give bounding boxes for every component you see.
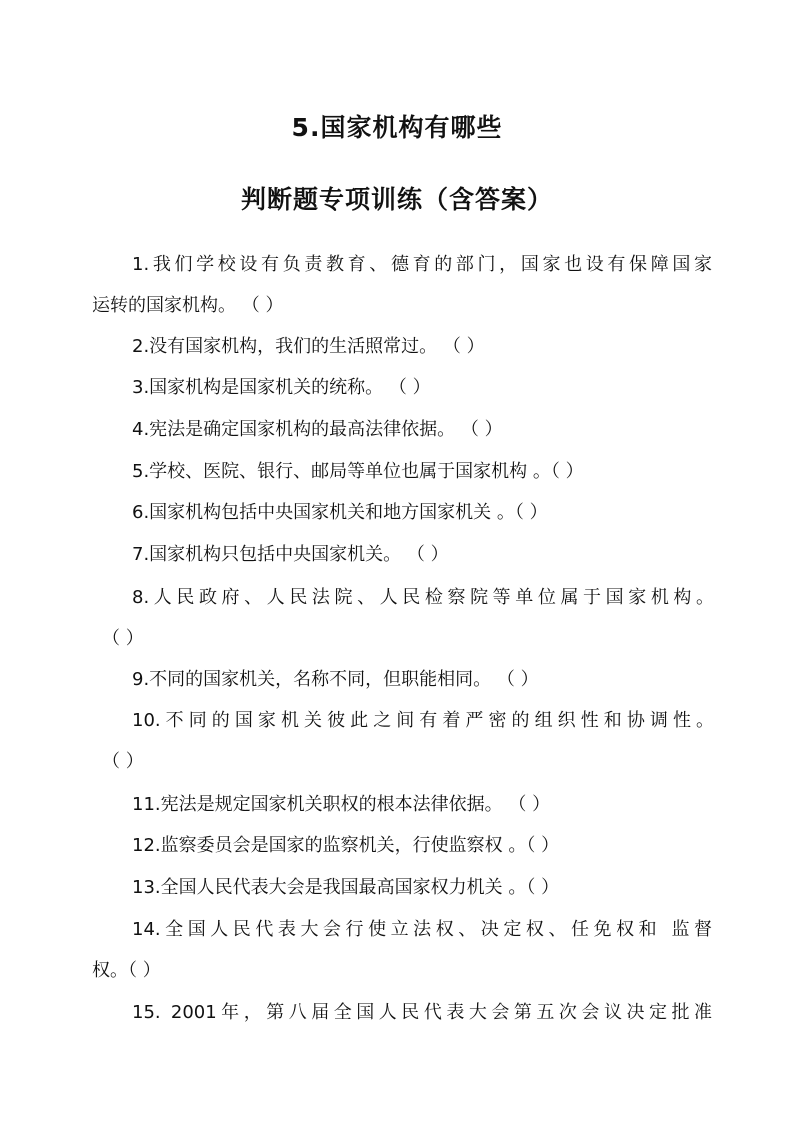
question-5 xyxy=(92,451,712,492)
question-15-line-1: 15. 2001年，第八届全国人民代表大会第五次会议决定批准 xyxy=(132,1002,712,1023)
question-3-line-1: 3.国家机构是国家机关的统称。 （ ） xyxy=(132,377,431,398)
question-13-line-1: 13.全国人民代表大会是我国最高国家权力机关 。（ ） xyxy=(132,877,560,898)
question-12-line-1: 12.监察委员会是国家的监察机关，行使监察权 。（ ） xyxy=(132,835,560,856)
question-11-line-1: 11.宪法是规定国家机关职权的根本法律依据。 （ ） xyxy=(132,794,551,815)
question-14-line-1: 14.全国人民代表大会行使立法权、决定权、任免权和 监督 xyxy=(132,919,712,940)
question-10-line-2: （ ） xyxy=(102,751,144,772)
question-1 xyxy=(92,244,712,326)
question-10 xyxy=(92,700,714,782)
question-6 xyxy=(92,492,712,533)
question-2 xyxy=(92,326,712,367)
question-3 xyxy=(92,367,712,408)
question-5-line-1: 5.学校、医院、银行、邮局等单位也属于国家机构 。（ ） xyxy=(132,461,584,482)
question-4 xyxy=(92,409,712,450)
question-1-line-1: 1.我们学校设有负责教育、德育的部门，国家也设有保障国家 xyxy=(132,254,712,275)
question-9-line-1: 9.不同的国家机关，名称不同，但职能相同。 （ ） xyxy=(132,669,539,690)
document-subtitle: 判断题专项训练（含答案） xyxy=(240,185,553,214)
question-8-line-2: （ ） xyxy=(102,628,144,649)
question-10-line-1: 10.不同的国家机关彼此之间有着严密的组织性和协调性。 xyxy=(132,710,714,731)
question-7-line-1: 7.国家机构只包括中央国家机关。 （ ） xyxy=(132,544,449,565)
question-11 xyxy=(92,784,712,825)
question-8-line-1: 8.人民政府、人民法院、人民检察院等单位属于国家机构。 xyxy=(132,587,714,608)
question-12 xyxy=(92,825,712,866)
question-9 xyxy=(92,659,712,700)
question-14 xyxy=(92,909,712,991)
question-14-line-2: 权。（ ） xyxy=(92,960,161,981)
question-1-line-2: 运转的国家机构。 （ ） xyxy=(92,295,284,316)
question-4-line-1: 4.宪法是确定国家机构的最高法律依据。 （ ） xyxy=(132,419,503,440)
question-7 xyxy=(92,534,712,575)
document-title: 5.国家机构有哪些 xyxy=(291,113,503,142)
question-6-line-1: 6.国家机构包括中央国家机关和地方国家机关 。（ ） xyxy=(132,502,548,523)
question-15 xyxy=(92,992,712,1033)
question-8 xyxy=(92,577,714,659)
question-13 xyxy=(92,867,712,908)
question-2-line-1: 2.没有国家机构，我们的生活照常过。 （ ） xyxy=(132,336,485,357)
